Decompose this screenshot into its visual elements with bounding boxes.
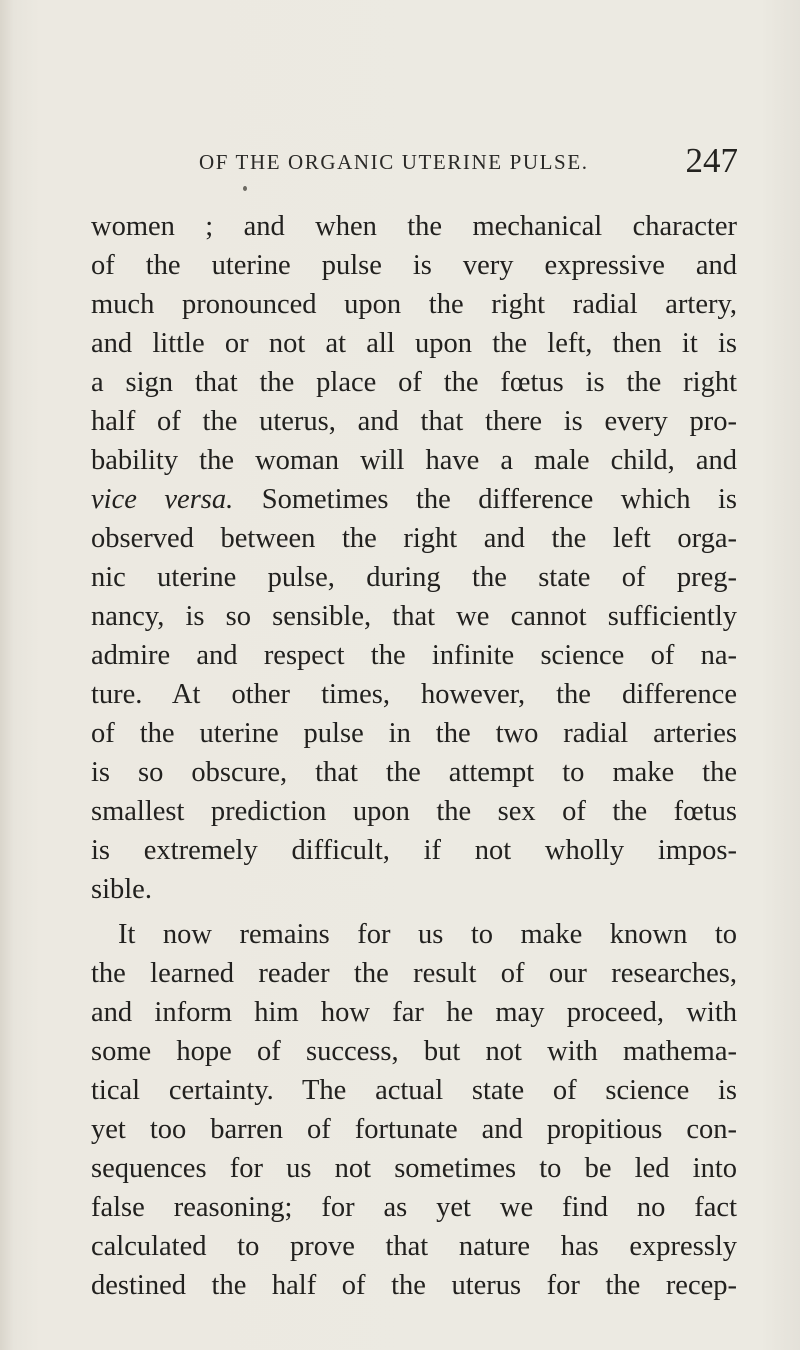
- text-line: is extremely difficult, if not wholly impos-: [91, 835, 737, 866]
- text-line: calculated to prove that nature has expressly: [91, 1231, 737, 1262]
- text-line: women ; and when the mechanical character: [91, 211, 737, 242]
- body-text: [91, 207, 737, 1305]
- text-line: and inform him how far he may proceed, with: [91, 997, 737, 1028]
- text-line-rest: Sometimes the difference which is: [261, 484, 737, 515]
- ink-speck: [243, 186, 247, 191]
- italic-phrase: vice versa.: [91, 484, 234, 515]
- text-line: nic uterine pulse, during the state of preg-: [91, 562, 737, 593]
- text-line: ture. At other times, however, the difference: [91, 679, 737, 710]
- text-line: false reasoning; for as yet we find no fact: [91, 1192, 737, 1223]
- text-line: yet too barren of fortunate and propitious con-: [91, 1114, 737, 1145]
- text-line: a sign that the place of the fœtus is the right: [91, 367, 737, 398]
- text-line: of the uterine pulse in the two radial arteries: [91, 718, 737, 749]
- text-line: observed between the right and the left orga-: [91, 523, 737, 554]
- text-line: smallest prediction upon the sex of the fœtus: [91, 796, 737, 827]
- text-line: It now remains for us to make known to: [118, 919, 737, 950]
- text-line: some hope of success, but not with mathema-: [91, 1036, 737, 1067]
- text-line: sible.: [91, 874, 152, 905]
- page-number: 247: [685, 141, 738, 180]
- text-line: nancy, is so sensible, that we cannot sufficiently: [91, 601, 737, 632]
- text-line: [91, 480, 737, 519]
- running-title: OF THE ORGANIC UTERINE PULSE.: [199, 150, 589, 174]
- text-line: the learned reader the result of our researches,: [91, 958, 737, 989]
- text-line: is so obscure, that the attempt to make the: [91, 757, 737, 788]
- text-line: destined the half of the uterus for the recep-: [91, 1270, 737, 1301]
- text-line: much pronounced upon the right radial artery,: [91, 289, 737, 320]
- text-line: and little or not at all upon the left, then it is: [91, 328, 737, 359]
- text-line: sequences for us not sometimes to be led into: [91, 1153, 737, 1184]
- text-line: admire and respect the infinite science of na-: [91, 640, 737, 671]
- paragraph-2: [91, 915, 737, 1305]
- text-line: half of the uterus, and that there is every pro-: [91, 406, 737, 437]
- running-header: [92, 140, 738, 188]
- text-line: of the uterine pulse is very expressive and: [91, 250, 737, 281]
- text-line: tical certainty. The actual state of science is: [91, 1075, 737, 1106]
- paragraph-1: [91, 207, 737, 909]
- text-line: bability the woman will have a male child, and: [91, 445, 737, 476]
